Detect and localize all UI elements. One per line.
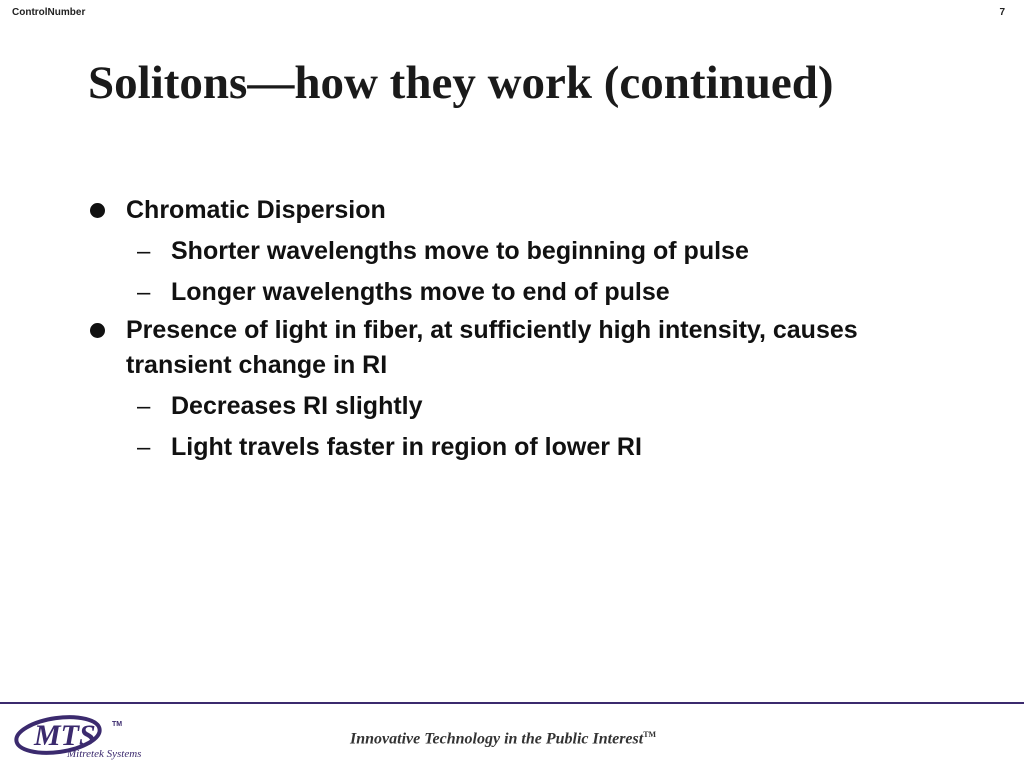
slide-title: Solitons—how they work (continued) bbox=[88, 57, 834, 109]
sub-bullet-item bbox=[88, 275, 938, 310]
page-number: 7 bbox=[999, 7, 1005, 18]
sub-bullet-text: Longer wavelengths move to end of pulse bbox=[171, 278, 670, 306]
sub-bullet-item bbox=[88, 234, 938, 269]
control-number: ControlNumber bbox=[12, 7, 86, 18]
dash-bullet-icon: – bbox=[137, 393, 151, 420]
sub-bullet-text: Decreases RI slightly bbox=[171, 392, 423, 420]
bullet-item-light-intensity bbox=[88, 313, 938, 383]
sub-bullet-text: Shorter wavelengths move to beginning of pulse bbox=[171, 237, 749, 265]
bullet-item-chromatic-dispersion bbox=[88, 193, 938, 228]
filled-circle-bullet-icon bbox=[90, 203, 105, 218]
dash-bullet-icon: – bbox=[137, 238, 151, 265]
sub-bullet-item bbox=[88, 389, 938, 424]
footer-tagline bbox=[350, 730, 656, 748]
footer-divider bbox=[0, 702, 1024, 704]
sub-bullet-item bbox=[88, 430, 938, 465]
logo-text: MTS bbox=[34, 719, 96, 752]
filled-circle-bullet-icon bbox=[90, 323, 105, 338]
bullet-text: Presence of light in fiber, at sufficiently high intensity, causes transient change in RI bbox=[126, 316, 858, 379]
tagline-tm: TM bbox=[643, 730, 657, 739]
logo-subtext: Mitretek Systems bbox=[67, 748, 142, 760]
tagline-text: Innovative Technology in the Public Interest bbox=[350, 730, 644, 748]
dash-bullet-icon: – bbox=[137, 279, 151, 306]
bullet-list bbox=[88, 190, 938, 465]
bullet-text: Chromatic Dispersion bbox=[126, 196, 386, 224]
sub-bullet-text: Light travels faster in region of lower RI bbox=[171, 433, 642, 461]
dash-bullet-icon: – bbox=[137, 434, 151, 461]
mitretek-logo bbox=[12, 708, 162, 764]
logo-tm: TM bbox=[112, 721, 123, 728]
